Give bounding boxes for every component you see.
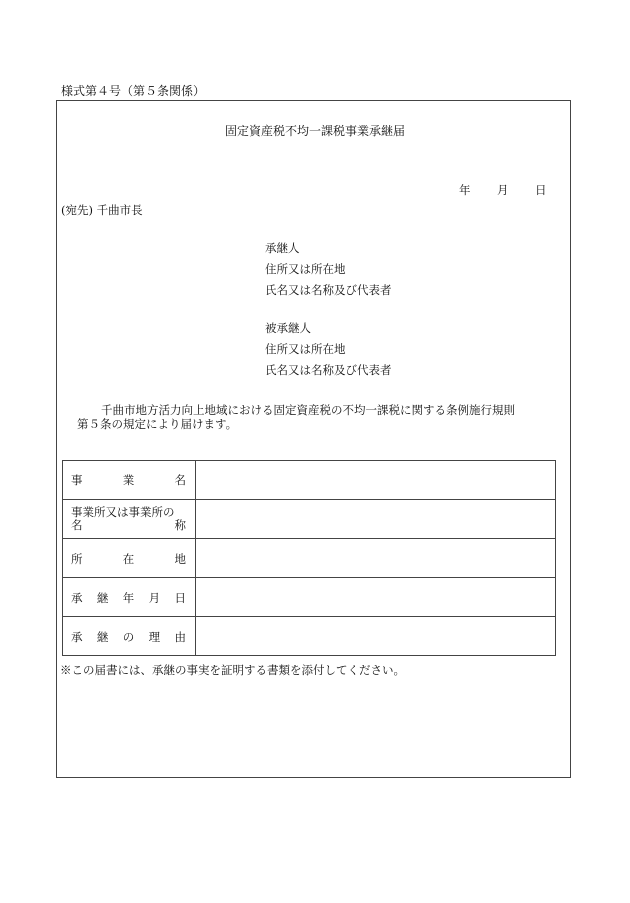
table-row-location [63,538,555,578]
label-char: 業 [122,473,135,487]
label-char: 理 [148,629,161,644]
label-char: 日 [174,590,186,605]
label-char: の [122,629,135,644]
label-char: 称 [174,518,186,532]
location-field[interactable] [196,539,555,578]
row-label-office-name [63,500,196,539]
row-label-business-name [63,461,196,499]
body-text-line-1: 千曲市地方活力向上地域における固定資産税の不均一課税に関する条例施行規則 [101,403,515,417]
label-char: 継 [96,590,109,605]
label-char: 在 [122,551,135,566]
body-text-line-2: 第５条の規定により届けます。 [77,417,238,431]
table-row-office-name [63,499,555,539]
label-char: 月 [148,590,161,605]
row-label-location [63,539,196,578]
row-label-succession-date [63,578,196,617]
table-row-succession-date [63,577,555,617]
predecessor-address-label: 住所又は所在地 [265,342,346,356]
succession-date-field[interactable] [196,578,555,617]
label-char: 名 [71,518,83,532]
date-day-label: 日 [535,183,547,197]
label-char: 継 [96,629,109,644]
successor-name-label: 氏名又は名称及び代表者 [265,283,392,297]
row-label-succession-reason [63,617,196,656]
date-month-label: 月 [497,183,509,197]
office-name-field[interactable] [196,500,555,539]
label-char: 由 [174,629,186,644]
label-char: 承 [71,590,83,605]
successor-label: 承継人 [265,241,300,255]
succession-reason-field[interactable] [196,617,555,656]
predecessor-name-label: 氏名又は名称及び代表者 [265,363,392,377]
form-number-label: 様式第４号（第５条関係） [61,84,206,98]
date-year-label: 年 [459,183,471,197]
label-char: 事 [71,473,83,487]
label-char: 地 [174,551,186,566]
predecessor-label: 被承継人 [265,321,311,335]
label-char: 承 [71,629,83,644]
label-line-1: 事業所又は事業所の [71,505,175,519]
label-char: 所 [71,551,83,566]
label-char: 年 [122,590,135,605]
label-char: 名 [174,473,186,487]
info-table [62,460,556,656]
attachment-note: ※この届書には、承継の事実を証明する書類を添付してください。 [60,663,405,677]
addressee: (宛先) 千曲市長 [61,203,143,217]
table-row-business-name [63,461,555,499]
table-row-succession-reason [63,616,555,656]
successor-address-label: 住所又は所在地 [265,262,346,276]
document-title: 固定資産税不均一課税事業承継届 [224,124,405,138]
business-name-field[interactable] [196,461,555,499]
